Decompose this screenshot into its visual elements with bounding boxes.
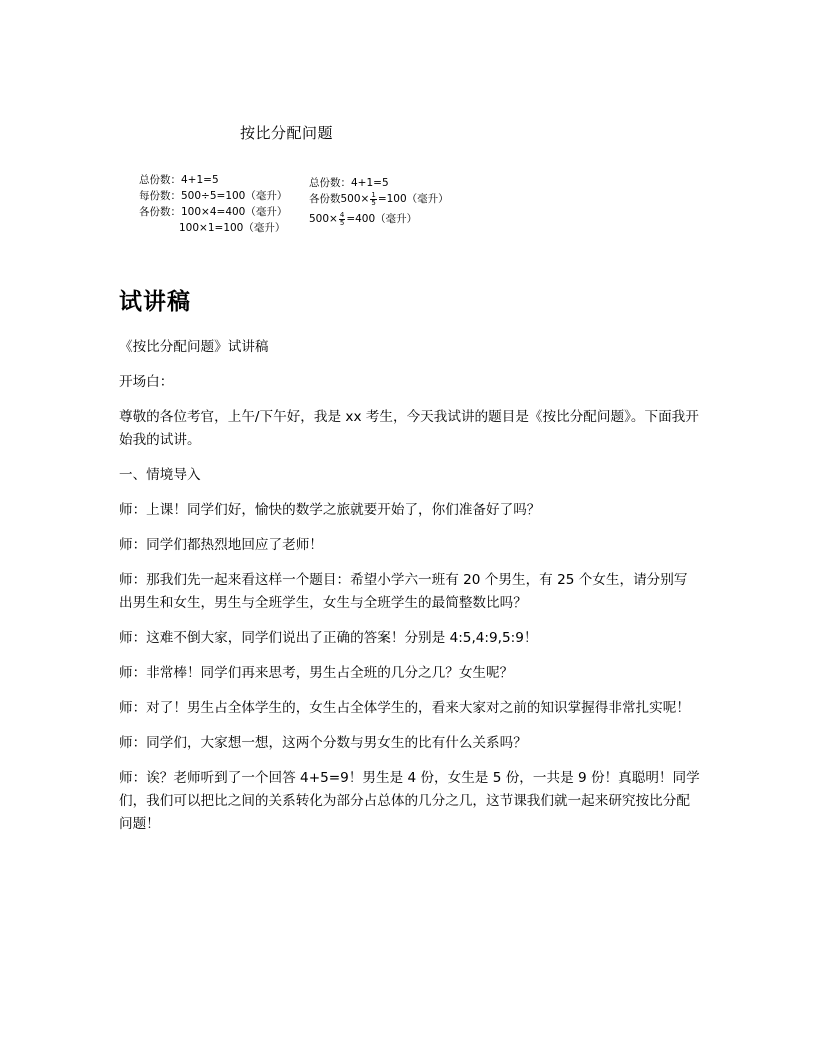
paragraph: 师：非常棒！同学们再来思考，男生占全班的几分之几？女生呢？ (119, 665, 514, 681)
paragraph: 师：那我们先一起来看这样一个题目：希望小学六一班有 20 个男生，有 25 个女生，请分别写出男生和女生，男生与全班学生，女生与全班学生的最简整数比吗？ (119, 572, 688, 611)
board-right-column (309, 175, 449, 231)
board-left-column (139, 172, 287, 236)
board-right-text: 各份数500× (309, 193, 370, 205)
paragraph: 一、情境导入 (119, 467, 201, 483)
board-right-line (309, 191, 449, 211)
board-right-line (309, 211, 449, 231)
board-right-text: =100（毫升） (377, 193, 449, 205)
paragraph: 师：上课！同学们好，愉快的数学之旅就要开始了，你们准备好了吗？ (119, 502, 541, 518)
fraction-numerator: 4 (339, 210, 345, 219)
paragraph: 师：对了！男生占全体学生的，女生占全体学生的，看来大家对之前的知识掌握得非常扎实呢！ (119, 700, 690, 716)
fraction (370, 192, 376, 207)
paragraph: 师：同学们，大家想一想，这两个分数与男女生的比有什么关系吗？ (119, 735, 527, 751)
fraction-numerator: 1 (371, 190, 376, 199)
paragraph: 师：同学们都热烈地回应了老师！ (119, 537, 323, 553)
board-right-text: 500× (309, 213, 338, 225)
board-left-line: 每份数：500÷5=100（毫升） (139, 190, 288, 202)
fraction-denominator: 5 (339, 218, 345, 227)
board-left-line: 总份数：4+1=5 (139, 174, 219, 186)
fraction-denominator: 5 (371, 198, 376, 207)
document-body (119, 336, 701, 848)
board-left-line: 各份数：100×4=400（毫升） (139, 206, 288, 218)
paragraph: 开场白： (119, 374, 174, 390)
paragraph: 《按比分配问题》试讲稿 (119, 339, 269, 355)
board-right-line: 总份数：4+1=5 (309, 177, 389, 189)
board-right-text: =400（毫升） (346, 213, 418, 225)
paragraph: 师：诶？老师听到了一个回答 4+5=9！男生是 4 份，女生是 5 份，一共是 9 份！真聪明！同学们，我们可以把比之间的关系转化为部分占总体的几分之几，这节课我们就一起来研究按比分配问题！ (119, 770, 700, 832)
page-heading: 试讲稿 (119, 289, 191, 315)
board-title: 按比分配问题 (240, 124, 334, 142)
fraction (339, 212, 345, 227)
paragraph: 尊敬的各位考官，上午/下午好，我是 xx 考生，今天我试讲的题目是《按比分配问题》。下面我开始我的试讲。 (119, 409, 699, 448)
board-left-line: 100×1=100（毫升） (179, 222, 286, 234)
paragraph: 师：这难不倒大家，同学们说出了正确的答案！分别是 4:5,4:9,5:9！ (119, 630, 538, 646)
